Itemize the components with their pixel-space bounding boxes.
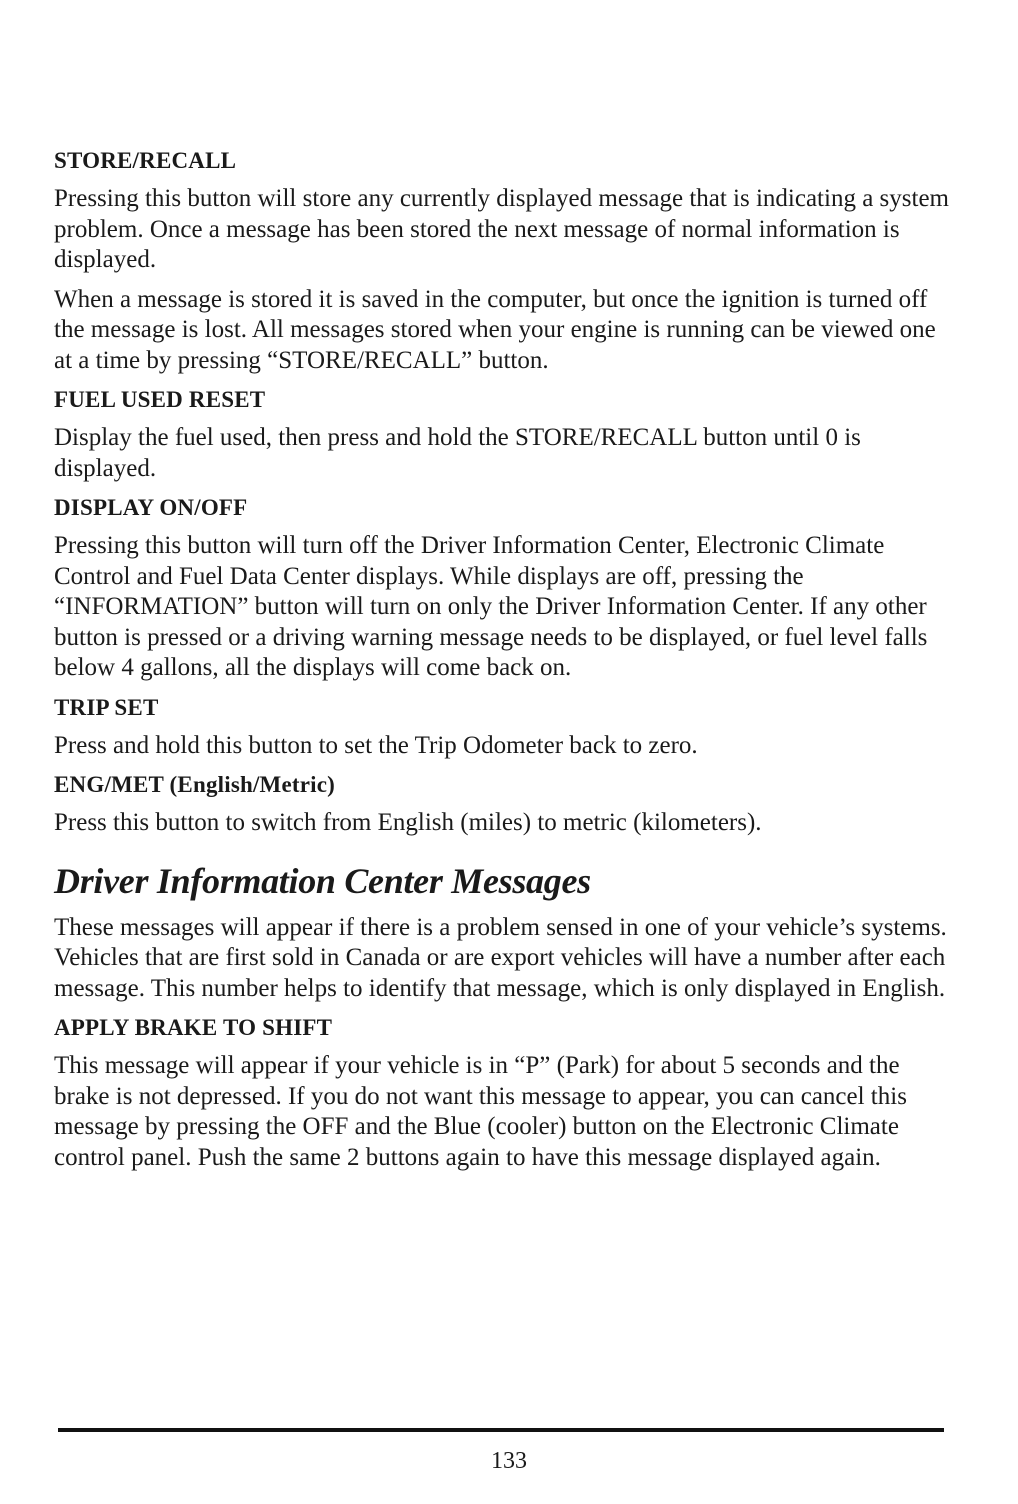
heading-display-on-off: DISPLAY ON/OFF: [54, 495, 248, 520]
heading-fuel-used-reset: FUEL USED RESET: [54, 387, 266, 412]
footer-rule: [58, 1428, 944, 1432]
heading-store-recall: STORE/RECALL: [54, 148, 237, 173]
paragraph-apply-brake-to-shift: This message will appear if your vehicle is in “P” (Park) for about 5 seconds and the brake is not depressed. If you do not want this message to appear, you can cancel this message by pressing the OFF and the Blue (cooler) button on the Electronic Climate control panel. Push the same 2 buttons again to have this message displayed again.: [54, 1052, 907, 1171]
paragraph-display-on-off: Pressing this button will turn off the Driver Information Center, Electronic Climate Control and Fuel Data Center displays. While displays are off, pressing the “INFORMATION” button will turn on only the Driver Information Center. If any other button is pressed or a driving warning message needs to be displayed, or fuel level falls below 4 gallons, all the displays will come back on.: [54, 532, 928, 681]
paragraph-eng-met: Press this button to switch from English (miles) to metric (kilometers).: [54, 809, 762, 836]
paragraph-store-recall-1: Pressing this button will store any currently displayed message that is indicating a system problem. Once a message has been stored the next message of normal information is displayed.: [54, 185, 949, 273]
heading-eng-met: ENG/MET (English/Metric): [54, 772, 336, 797]
paragraph-store-recall-2: When a message is stored it is saved in the computer, but once the ignition is turned off the message is lost. All messages stored when your engine is running can be viewed one at a time by pressing “STORE/RECALL” button.: [54, 285, 936, 374]
manual-page-content: [54, 146, 954, 1182]
heading-apply-brake-to-shift: APPLY BRAKE TO SHIFT: [54, 1015, 333, 1040]
intro-paragraph: These messages will appear if there is a problem sensed in one of your vehicle’s systems. Vehicles that are first sold in Canada or are export vehicles will have a number after each message. This number helps to identify that message, which is only displayed in English.: [54, 913, 947, 1002]
page-number: 133: [491, 1448, 527, 1474]
heading-trip-set: TRIP SET: [54, 694, 159, 720]
paragraph-trip-set: Press and hold this button to set the Trip Odometer back to zero.: [54, 731, 698, 759]
section-title: Driver Information Center Messages: [54, 860, 591, 901]
paragraph-fuel-used-reset: Display the fuel used, then press and hold the STORE/RECALL button until 0 is displayed.: [54, 424, 861, 482]
